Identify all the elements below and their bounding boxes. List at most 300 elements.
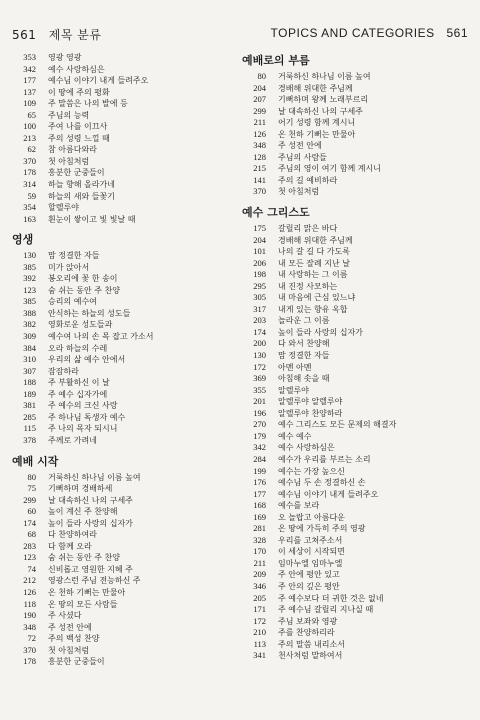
hymn-number: 285 [23,411,36,422]
hymn-title: 거룩하신 하나님 이름 높여 [278,72,371,81]
hymn-title: 높이 계신 주 찬양해 [48,507,118,517]
index-entry [12,377,222,389]
hymn-number: 211 [253,557,266,568]
index-entry [242,546,467,558]
hymn-title: 내게 있는 향유 옥합 [278,304,348,314]
hymn-number: 190 [23,610,36,621]
index-entry [242,175,467,187]
hymn-number: 384 [23,342,36,353]
hymn-number: 169 [253,511,266,522]
hymn-title: 봉오리에 꽃 한 송이 [48,274,118,284]
hymn-number: 328 [253,534,266,545]
hymn-title: 주께로 가려네 [48,435,97,445]
index-entry [242,639,467,651]
hymn-title: 아침해 솟을 때 [278,374,330,384]
hymn-title: 첫 아침처럼 [278,187,320,197]
hymn-title: 주 나의 목자 되시니 [48,424,118,434]
index-entry [242,235,467,247]
hymn-title: 주 예수의 크신 사랑 [48,401,118,411]
index-entry [12,191,222,203]
index-entry [242,419,467,431]
hymn-number: 130 [253,350,266,361]
index-entry [242,71,467,83]
index-entry [12,354,222,366]
index-entry [242,163,467,175]
hymn-title: 온 땅에 가득히 주의 영광 [278,524,366,534]
hymn-title: 첫 아침처럼 [48,156,90,166]
hymn-number: 171 [253,604,266,615]
hymn-number: 163 [23,213,36,224]
hymn-number: 199 [253,465,266,476]
topic-section [242,206,467,662]
index-entry [12,273,222,285]
index-entry [242,258,467,270]
hymn-number: 118 [23,598,36,609]
index-entry [12,366,222,378]
index-entry [12,412,222,424]
hymn-number: 355 [253,384,266,395]
hymn-number: 205 [253,592,266,603]
hymn-title: 예수 그리스도 모든 문제의 해결자 [278,420,397,430]
hymn-title: 미가 앉아서 [48,262,90,272]
hymn-number: 115 [23,423,36,434]
hymn-title: 주님 보좌와 영광 [278,616,338,626]
hymn-title: 예수님 두 손 정결하신 손 [278,478,366,488]
hymn-number: 178 [23,167,36,178]
hymn-number: 168 [253,500,266,511]
hymn-number: 307 [23,365,36,376]
hymn-number: 123 [23,284,36,295]
hymn-title: 예수여 나의 손 목 잡고 가소서 [48,332,154,342]
hymn-title: 주 말씀은 나의 발에 등 [48,99,128,109]
index-entry [242,281,467,293]
hymn-number: 317 [253,303,266,314]
hymn-title: 승리의 예수여 [48,297,97,307]
hymn-title: 주의 길 예비하라 [278,175,338,185]
hymn-title: 온 천하 기뻐는 만물아 [48,587,126,597]
index-entry [12,423,222,435]
hymn-title: 주 성전 안에 [278,141,322,151]
hymn-number: 65 [27,109,36,120]
index-entry [12,156,222,168]
index-entry [242,373,467,385]
index-entry [242,581,467,593]
hymn-title: 아멘 아멘 [278,362,312,372]
index-entry [12,552,222,564]
index-entry [242,246,467,258]
index-entry [242,315,467,327]
hymn-title: 이 세상이 시작되면 [278,547,345,557]
hymn-title: 기뻐하며 왕께 노래부르리 [278,95,369,105]
hymn-number: 80 [27,471,36,482]
index-entry [242,489,467,501]
index-entry [242,442,467,454]
hymn-number: 126 [23,586,36,597]
index-entry [12,506,222,518]
hymn-number: 201 [253,396,266,407]
index-entry [12,308,222,320]
hymn-title: 임마누엘 임마누엘 [278,558,343,568]
hymn-number: 175 [253,223,266,234]
hymn-title: 예수 사랑하심은 [48,64,105,74]
index-entry [12,167,222,179]
hymn-number: 382 [23,319,36,330]
hymn-number: 270 [253,419,266,430]
index-entry [12,121,222,133]
index-entry [12,296,222,308]
hymn-number: 354 [23,202,36,213]
hymn-number: 172 [253,361,266,372]
index-entry [12,389,222,401]
hymn-title: 온 천하 기뻐는 만물아 [278,129,356,139]
index-entry [12,483,222,495]
hymn-number: 210 [253,627,266,638]
hymn-number: 211 [253,117,266,128]
hymn-title: 내 모든 잘례 지난 날 [278,258,350,268]
hymn-title: 주 부활하신 이 날 [48,378,110,388]
index-entry [12,622,222,634]
hymn-title: 영광스런 주님 전능하신 주 [48,576,141,586]
index-entry [242,593,467,605]
hymn-title: 경배해 위대한 주님께 [278,235,353,245]
hymn-number: 174 [253,326,266,337]
hymn-title: 숨 쉬는 동안 주 찬양 [48,285,120,295]
hymn-number: 283 [23,540,36,551]
hymn-title: 주님의 능력 [48,110,90,120]
index-entry [12,250,222,262]
index-entry [12,179,222,191]
hymn-number: 62 [27,144,36,155]
hymn-title: 오라 하늘의 수레 [48,343,108,353]
index-entry [242,385,467,397]
index-entry [12,472,222,484]
hymn-title: 주 사셨다 [48,611,82,621]
hymn-number: 309 [23,331,36,342]
index-entry [242,616,467,628]
hymn-title: 다 함께 오라 [48,541,92,551]
hymn-title: 흥분한 군중들이 [48,168,105,178]
hymn-title: 이 땅에 주의 평화 [48,87,110,97]
hymn-number: 109 [23,98,36,109]
index-entry [12,52,222,64]
hymn-title: 하늘의 새와 들꽃기 [48,191,115,201]
hymn-title: 영화로운 성도들과 [48,320,113,330]
hymn-title: 우리의 삶 예수 안에서 [48,355,126,365]
hymn-title: 주를 찬양하리라 [278,628,335,638]
topic-section [12,233,222,446]
hymn-number: 204 [253,234,266,245]
hymn-number: 178 [23,656,36,667]
hymn-title: 다 찬양하여라 [48,530,97,540]
hymn-title: 잠잠하라 [48,366,79,376]
hymn-number: 137 [23,86,36,97]
hymn-number: 128 [253,151,266,162]
index-entry [242,523,467,535]
hymn-number: 342 [23,63,36,74]
hymn-number: 123 [23,552,36,563]
hymn-title: 내 마음에 근심 있느냐 [278,293,356,303]
index-entry [12,435,222,447]
right-page-number: 561 [446,26,468,40]
hymn-number: 215 [253,163,266,174]
hymn-number: 369 [253,373,266,384]
hymn-number: 284 [253,453,266,464]
hymn-number: 299 [23,494,36,505]
hymn-number: 189 [23,388,36,399]
hymn-number: 346 [253,580,266,591]
hymn-title: 예수가 우리를 부르는 소리 [278,454,371,464]
index-entry [12,214,222,226]
hymn-number: 353 [23,52,36,62]
hymn-title: 알렐루야 알렐루야 [278,397,343,407]
hymn-title: 안식하는 하늘의 성도들 [48,308,131,318]
index-entry [12,541,222,553]
index-entry [242,604,467,616]
hymn-title: 높이 들라 사랑의 십자가 [278,327,363,337]
index-entry [242,408,467,420]
hymn-number: 385 [23,261,36,272]
hymn-number: 176 [253,477,266,488]
hymn-number: 68 [27,529,36,540]
index-entry [12,645,222,657]
section-title: 영생 [12,233,34,247]
left-column [12,52,222,676]
index-entry [12,610,222,622]
index-entry [242,140,467,152]
hymn-number: 177 [23,75,36,86]
index-entry [12,575,222,587]
hymn-title: 주 예수님 갈릴리 지나실 때 [278,605,374,615]
hymn-title: 기뻐하며 경배하세 [48,484,113,494]
hymn-title: 예수는 가장 높으신 [278,466,345,476]
hymn-number: 213 [23,132,36,143]
index-entry [242,362,467,374]
index-entry [242,338,467,350]
hymn-title: 주의 말씀 내리소서 [278,639,345,649]
hymn-title: 첫 아침처럼 [48,645,90,655]
hymn-number: 305 [253,292,266,303]
hymn-title: 예수를 보라 [278,501,320,511]
hymn-number: 370 [253,186,266,197]
hymn-title: 천사처럼 말하여서 [278,651,343,661]
hymn-number: 281 [253,523,266,534]
hymn-number: 101 [253,246,266,257]
right-page-header [271,26,468,40]
hymn-number: 348 [253,140,266,151]
hymn-title: 주님의 사람들 [278,152,327,162]
hymn-number: 207 [253,94,266,105]
hymn-title: 주여 나를 이끄사 [48,122,108,132]
hymn-title: 주 하나님 독생자 예수 [48,412,126,422]
index-entry [242,466,467,478]
hymn-number: 74 [27,563,36,574]
hymn-title: 주님의 영이 여기 함께 계시니 [278,164,381,174]
hymn-number: 203 [253,315,266,326]
hymn-title: 주 예수보다 더 귀한 것은 없네 [278,593,384,603]
index-entry [12,110,222,122]
index-entry [242,304,467,316]
hymn-title: 나의 갈 길 다 가도록 [278,247,350,257]
index-entry [12,400,222,412]
index-entry [242,223,467,235]
hymn-number: 177 [253,488,266,499]
hymn-title: 알렐루야 찬양하라 [278,408,343,418]
hymn-number: 341 [253,650,266,661]
topic-section [12,52,222,225]
index-entry [242,558,467,570]
index-entry [12,529,222,541]
hymn-number: 172 [253,615,266,626]
hymn-number: 60 [27,506,36,517]
index-entry [242,106,467,118]
index-entry [242,650,467,662]
hymn-number: 392 [23,273,36,284]
hymn-title: 주의 성령 느낄 때 [48,133,110,143]
hymn-number: 385 [23,296,36,307]
hymn-title: 우리를 고쳐주소서 [278,535,343,545]
index-entry [242,292,467,304]
section-title: 예수 그리스도 [242,206,310,220]
hymn-title: 거룩하신 하나님 이름 높여 [48,472,141,482]
hymn-number: 378 [23,434,36,445]
hymn-number: 170 [253,546,266,557]
hymn-number: 348 [23,621,36,632]
hymn-title: 내 사랑하는 그 이름 [278,270,348,280]
hymn-title: 맘 정결한 자들 [278,351,330,361]
hymn-title: 높이 들라 사랑의 십자가 [48,518,133,528]
left-page-number: 561 [12,28,37,42]
index-entry [12,518,222,530]
topic-section [12,455,222,668]
left-page-title: 제목 분류 [48,28,102,42]
hymn-number: 206 [253,257,266,268]
index-entry [242,454,467,466]
index-entry [242,83,467,95]
index-entry [12,202,222,214]
right-column [242,52,467,670]
hymn-title: 오 놀랍고 아름다운 [278,512,345,522]
hymn-number: 100 [23,121,36,132]
index-entry [242,350,467,362]
hymn-title: 알렐루야 [278,385,309,395]
index-entry [242,512,467,524]
hymn-title: 날 대속하신 나의 구세주 [48,495,133,505]
hymn-title: 내 진정 사모하는 [278,281,338,291]
index-entry [242,152,467,164]
topic-section [242,54,467,198]
hymn-title: 어기 성령 함께 계시니 [278,118,356,128]
index-entry [12,75,222,87]
hymn-number: 299 [253,105,266,116]
hymn-title: 날 대속하신 나의 구세주 [278,106,363,116]
index-entry [242,500,467,512]
hymn-title: 하늘 향해 올라가네 [48,180,115,190]
hymn-title: 예수 사랑하심은 [278,443,335,453]
index-entry [242,535,467,547]
hymn-number: 388 [23,307,36,318]
index-entry [12,319,222,331]
index-entry [12,587,222,599]
hymn-number: 126 [253,128,266,139]
hymn-title: 숨 쉬는 동안 주 찬양 [48,553,120,563]
index-entry [12,564,222,576]
index-entry [12,144,222,156]
hymn-title: 흰눈이 쌓이고 빛 빛날 때 [48,214,136,224]
hymn-number: 75 [27,483,36,494]
hymn-number: 342 [253,442,266,453]
hymn-title: 예수님 이야기 내게 들려주오 [278,489,379,499]
index-entry [242,327,467,339]
hymn-number: 314 [23,179,36,190]
hymn-number: 209 [253,569,266,580]
index-entry [12,495,222,507]
hymn-title: 맘 정결한 자들 [48,251,100,261]
hymn-number: 174 [23,517,36,528]
index-entry [242,431,467,443]
hymn-title: 예수 예수 [278,431,312,441]
hymn-number: 295 [253,280,266,291]
hymn-number: 80 [257,71,266,81]
hymn-number: 72 [27,633,36,644]
index-entry [242,627,467,639]
hymn-number: 198 [253,269,266,280]
index-entry [242,396,467,408]
hymn-title: 온 땅의 모든 사람들 [48,599,118,609]
hymn-title: 할렐루야 [48,203,79,213]
index-entry [12,656,222,668]
hymn-title: 다 와서 찬양해 [278,339,330,349]
hymn-number: 212 [23,575,36,586]
index-entry [242,477,467,489]
section-title: 예배로의 부름 [242,54,310,67]
index-entry [242,129,467,141]
hymn-title: 예수님 이야기 내게 들려주오 [48,76,149,86]
index-entry [242,269,467,281]
hymn-title: 주 안에 평안 있고 [278,570,340,580]
index-entry [12,633,222,645]
hymn-title: 놀라운 그 이름 [278,316,330,326]
index-entry [242,569,467,581]
index-entry [242,186,467,198]
hymn-title: 흥분한 군중들이 [48,657,105,667]
index-entry [12,64,222,76]
hymn-number: 196 [253,407,266,418]
hymn-number: 179 [253,430,266,441]
hymn-title: 주 안의 깊은 평안 [278,581,340,591]
index-entry [12,599,222,611]
hymn-number: 381 [23,400,36,411]
hymn-number: 200 [253,338,266,349]
index-entry [12,343,222,355]
hymn-number: 113 [253,638,266,649]
hymn-number: 130 [23,250,36,261]
hymn-title: 신비롭고 영원한 지혜 주 [48,564,133,574]
hymn-title: 경배해 위대한 주님께 [278,83,353,93]
hymn-title: 갈릴리 맑은 바다 [278,224,338,234]
hymn-number: 188 [23,377,36,388]
hymn-title: 주 예수 십자가에 [48,389,108,399]
hymn-number: 370 [23,155,36,166]
hymn-number: 204 [253,82,266,93]
hymn-title: 영광 영광 [48,53,82,62]
index-entry [242,117,467,129]
hymn-number: 141 [253,174,266,185]
hymn-title: 참 아름다와라 [48,145,97,155]
index-entry [12,262,222,274]
hymn-number: 59 [27,190,36,201]
section-title: 예배 시작 [12,454,59,468]
index-entry [12,285,222,297]
